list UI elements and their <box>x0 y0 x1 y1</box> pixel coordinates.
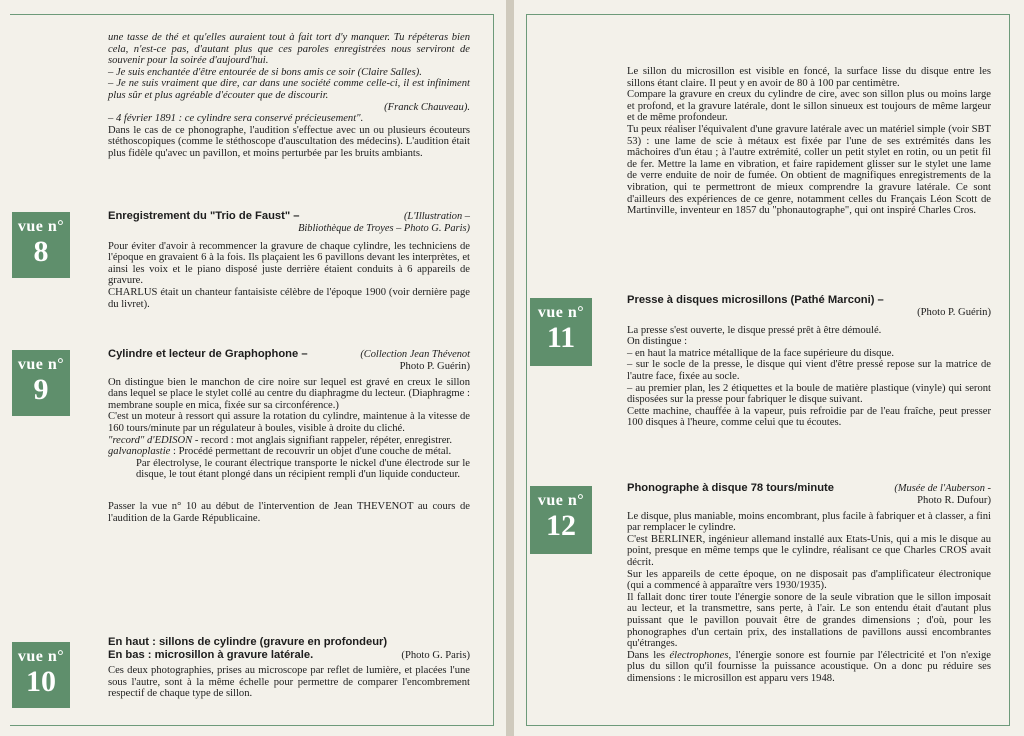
vue-12-paragraph: Sur les appareils de cette époque, on ne disposait pas d'amplificateur électronique (qui a commencé à apparaître vers 1930/1935). <box>627 568 991 592</box>
vue-8-credit-2: Bibliothèque de Troyes – Photo G. Paris) <box>298 223 470 234</box>
vue-11-paragraph: – au premier plan, les 2 étiquettes et la boule de matière plastique (vinyle) qui seront disposées sur la presse pour fabriquer le disque suivant. <box>627 382 991 406</box>
experiment-paragraph: Tu peux réaliser l'équivalent d'une gravure latérale avec un matériel simple (voir SBT 53) : une lame de scie à métaux est fixée par l'une de ses extrémités dans les mâchoires d'un étau ; à l'autre extrémité, coller un petit stylet en rotin, ou un petit fil de fer. Mettre la lame en vibration, et faire rapidement glisser sur le stylet une lame de verre enduite de noir de fumée. On obtient de magnifiques enregistrements de la vibration, qui te permettront de mieux comprendre la gravure latérale. Ce sont d'ailleurs des expériences de ce genre, notamment celles du Français Léon Scott de Martinville, inventeur en 1857 du "phonautographe", qui ont inspiré Charles Cros. <box>627 123 991 217</box>
electrophones-pre: Dans les <box>627 649 670 661</box>
vue-12-section <box>627 482 991 685</box>
vue-11-label: vue n° <box>537 304 585 321</box>
page-gutter <box>506 0 514 736</box>
vue-11-paragraph: – en haut la matrice métallique de la face supérieure du disque. <box>627 347 895 359</box>
sillon-paragraph: Le sillon du microsillon est visible en foncé, la surface lisse du disque entre les sillons étant claire. Il peut y en avoir de 80 à 100 par centimètre. <box>627 66 991 89</box>
vue-11-paragraph: Cette machine, chauffée à la vapeur, puis refroidie par de l'eau fraîche, peut presser 100 disques à l'heure, comme celui que tu écoutes. <box>627 405 991 429</box>
vue-10-badge <box>12 642 70 708</box>
vue-9-paragraph: C'est un moteur à ressort qui assure la rotation du cylindre, maintenue à la vitesse de 160 tours/minute par un régulateur à boules, visible à droite du cliché. <box>108 411 470 434</box>
left-page <box>0 0 506 736</box>
vue-9-paragraph: On distingue bien le manchon de cire noire sur lequel est gravé en creux le sillon dans lequel se place le stylet collé au centre du diaphragme du lecteur. (Diaphragme : membrane souple en mica, fixée sur sa circonférence.) <box>108 376 470 411</box>
vue-12-paragraph: C'est BERLINER, ingénieur allemand installé aux Etats-Unis, qui a mis le disque au point, presque en même temps que le cylindre, réalisant ce que Charles CROS avait décrit. <box>627 533 991 568</box>
vue-8-credit-1: (L'Illustration – <box>403 211 470 222</box>
vue-10-credit: (Photo G. Paris) <box>401 650 470 661</box>
vue-8-number: 8 <box>33 235 49 268</box>
vue-12-paragraph: Le disque, plus maniable, moins encombrant, plus facile à fabriquer et à classer, a fini par remplacer le cylindre. <box>627 510 991 534</box>
vue-11-paragraph: On distingue : <box>627 336 688 348</box>
vue-12-title: Phonographe à disque 78 tours/minute <box>627 482 834 494</box>
electrophones-post: , l'énergie sonore est fournie par l'électricité et l'on n'exige plus du sillon qu'il fournisse la puissance acoustique. On a donc pu réduire ses dimensions : le microsillon est apparu vers 1948. <box>627 649 991 684</box>
vue-11-paragraph: – sur le socle de la presse, le disque qui vient d'être pressé repose sur la matrice de l'autre face, fixée au socle. <box>627 359 991 382</box>
vue-10-title-1: En haut : sillons de cylindre (gravure en profondeur) <box>108 636 388 648</box>
intro-text-left <box>108 32 470 160</box>
compare-paragraph: Compare la gravure en creux du cylindre de cire, avec son sillon plus ou moins large et profond, et la gravure latérale, dont le sillon sinueux est toujours de même largeur et de même profondeur. <box>627 89 991 124</box>
intro-stethoscope-paragraph: Dans le cas de ce phonographe, l'audition s'effectue avec un ou plusieurs écouteurs stéthoscopiques (comme le stéthoscope d'auscultation des médecins). L'audition était plus fidèle qu'avec un pavillon, et moins perturbée par les bruits ambiants. <box>108 124 470 159</box>
vue-12-credit-1: (Musée de l'Auberson - <box>894 483 991 494</box>
galvanoplastie-definition: : Procédé permettant de recouvrir un objet d'une couche de métal. <box>170 446 452 458</box>
galvanoplastie-detail: Par électrolyse, le courant électrique transporte le nickel d'une électrode sur le disque, le tout étant plongé dans un récipient rempli d'un liquide conducteur. <box>136 457 470 481</box>
vue-10-label: vue n° <box>17 648 65 665</box>
electrophones-term: électrophones <box>669 649 729 661</box>
vue-9-number: 9 <box>33 373 49 406</box>
vue-8-badge <box>12 212 70 278</box>
vue-11-number: 11 <box>546 321 576 354</box>
vue-10-title-2: En bas : microsillon à gravure latérale. <box>108 649 314 661</box>
intro-quote-franck: – Je ne suis vraiment que dire, car dans une société comme celle-ci, il est infiniment plus sûr et plus agréable d'écouter que de discourir. <box>108 78 470 101</box>
vue-8-paragraph: CHARLUS était un chanteur fantaisiste célèbre de l'époque 1900 (voir dernière page du livret). <box>108 286 470 310</box>
vue-11-badge <box>530 298 592 366</box>
right-page <box>514 0 1024 736</box>
vue-11-paragraph: La presse s'est ouverte, le disque pressé prêt à être démoulé. <box>627 324 882 336</box>
intro-date-line: – 4 février 1891 : ce cylindre sera conservé précieusement". <box>108 113 364 125</box>
vue-11-title: Presse à disques microsillons (Pathé Marconi) – <box>627 294 884 306</box>
vue-9-title: Cylindre et lecteur de Graphophone – <box>108 348 308 360</box>
vue-9-credit-2: Photo P. Guérin) <box>399 361 470 372</box>
intro-quote-author: (Franck Chauveau). <box>384 101 470 113</box>
record-definition: - record : mot anglais signifiant rappeler, répéter, enregistrer. <box>192 434 453 446</box>
vue-12-label: vue n° <box>537 492 585 509</box>
vue-8-label: vue n° <box>17 218 65 235</box>
vue-12-paragraph: Il fallait donc tirer toute l'énergie sonore de la seule vibration que le sillon imposait au lecteur, et la transmettre, sans perte, à l'air. Le son entendu était d'autant plus puissant que le pavillon pouvait être de grandes dimensions ; d'où, pour les phonographes d'un certain prix, des installations de pavillons aussi encombrantes qu'étranges. <box>627 591 991 650</box>
vue-11-credit: (Photo P. Guérin) <box>917 307 991 318</box>
vue-10-paragraph: Ces deux photographies, prises au microscope par reflet de lumière, et placées l'une sous l'autre, sont à la même échelle pour permettre de comparer l'encombrement respectif de chaque type de sillon. <box>108 665 470 700</box>
intro-quote-claire: – Je suis enchantée d'être entourée de si bons amis ce soir (Claire Salles). <box>108 66 422 78</box>
galvanoplastie-term: galvanoplastie <box>108 446 171 458</box>
record-term: "record" d'EDISON <box>108 434 193 446</box>
vue-9-credit-1: (Collection Jean Thévenot <box>360 349 470 360</box>
intro-text-right <box>627 66 991 217</box>
vue-11-section <box>627 294 991 429</box>
vue-12-badge <box>530 486 592 554</box>
vue-10-section <box>108 636 470 700</box>
vue-12-credit-2: Photo R. Dufour) <box>917 495 991 506</box>
vue-8-title: Enregistrement du "Trio de Faust" – <box>108 210 300 222</box>
vue-9-section <box>108 348 470 524</box>
vue-9-badge <box>12 350 70 416</box>
vue-8-paragraph: Pour éviter d'avoir à recommencer la gravure de chaque cylindre, les techniciens de l'époque en gravaient 6 à la fois. Ils plaçaient les 6 pavillons devant les interprètes, et ainsi les voix et le piano disposé juste derrière étaient conduits à 6 appareils de gravure. <box>108 240 470 287</box>
vue-8-section <box>108 210 470 310</box>
vue-9-label: vue n° <box>17 356 65 373</box>
vue-10-number: 10 <box>26 665 56 698</box>
passer-vue-10-note: Passer la vue n° 10 au début de l'intervention de Jean THEVENOT au cours de l'audition de la Garde Républicaine. <box>108 500 470 524</box>
intro-paragraph: une tasse de thé et qu'elles auraient tout à fait tort d'y manquer. Tu répéteras bien cela, n'est-ce pas, d'autant plus que ces paroles enregistrées nous serviront de souvenir pour la soirée d'aujourd'hui. <box>108 32 470 67</box>
vue-12-number: 12 <box>546 509 576 542</box>
